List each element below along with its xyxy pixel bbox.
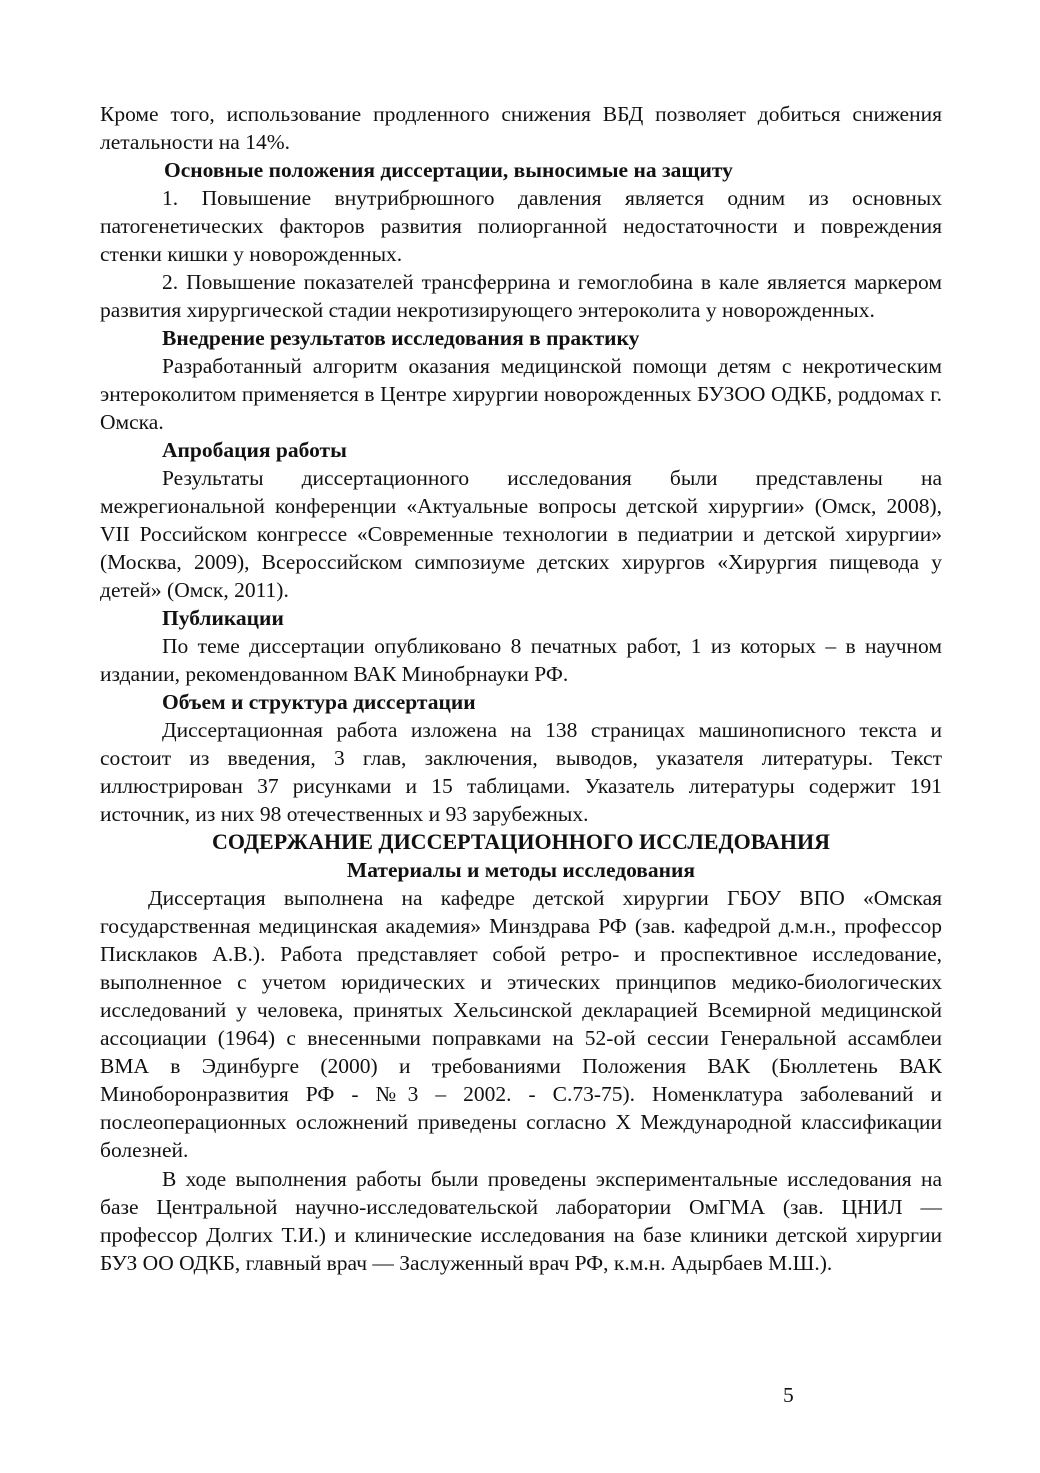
methods-paragraph-2: В ходе выполнения работы были проведены экспериментальные исследования на базе Центральной научно-исследовательской лаборатории ОмГМА (зав. ЦНИЛ — профессор Долгих Т.И.) и клинические исследования на базе клиники детской хирургии БУЗ ОО ОДКБ, главный врач — Заслуженный врач РФ, к.м.н. Адырбаев М.Ш.). bbox=[100, 1167, 942, 1275]
document-page bbox=[100, 100, 942, 1277]
publications-paragraph: По теме диссертации опубликовано 8 печатных работ, 1 из которых – в научном издании, рекомендованном ВАК Минобрнауки РФ. bbox=[100, 634, 942, 686]
intro-paragraph: Кроме того, использование продленного снижения ВБД позволяет добиться снижения летальности на 14%. bbox=[100, 102, 942, 154]
implementation-heading: Внедрение результатов исследования в практику bbox=[162, 326, 640, 350]
methods-paragraph-1: Диссертация выполнена на кафедре детской хирургии ГБОУ ВПО «Омская государственная медицинская академия» Минздрава РФ (зав. кафедрой д.м.н., профессор Писклаков А.В.). Работа представляет собой ретро- и проспективное исследование, выполненное с учетом юридических и этических принципов медико-биологических исследований у человека, принятых Хельсинской декларацией Всемирной медицинской ассоциации (1964) с внесенными поправками на 52-ой сессии Генеральной ассамблеи ВМА в Эдинбурге (2000) и требованиями Положения ВАК (Бюллетень ВАК Миноборонразвития РФ - №3 – 2002. - С.73-75). Номенклатура заболеваний и послеоперационных осложнений приведены согласно Х Международной классификации болезней. bbox=[100, 886, 942, 1162]
provisions-heading: Основные положения диссертации, выносимые на защиту bbox=[164, 158, 733, 182]
implementation-paragraph: Разработанный алгоритм оказания медицинской помощи детям с некротическим энтероколитом применяется в Центре хирургии новорожденных БУЗОО ОДКБ, роддомах г. Омска. bbox=[100, 354, 942, 434]
provision-2-paragraph: 2. Повышение показателей трансферрина и гемоглобина в кале является маркером развития хирургической стадии некротизирующего энтероколита у новорожденных. bbox=[100, 270, 942, 322]
structure-paragraph: Диссертационная работа изложена на 138 страницах машинописного текста и состоит из введения, 3 глав, заключения, выводов, указателя литературы. Текст иллюстрирован 37 рисунками и 15 таблицами. Указатель литературы содержит 191 источник, из них 98 отечественных и 93 зарубежных. bbox=[100, 718, 942, 826]
approbation-heading: Апробация работы bbox=[162, 438, 347, 462]
methods-heading: Материалы и методы исследования bbox=[346, 858, 696, 882]
provision-1-paragraph: 1. Повышение внутрибрюшного давления является одним из основных патогенетических факторов развития полиорганной недостаточности и повреждения стенки кишки у новорожденных. bbox=[100, 186, 942, 266]
publications-heading: Публикации bbox=[162, 606, 284, 630]
approbation-paragraph: Результаты диссертационного исследования были представлены на межрегиональной конференции «Актуальные вопросы детской хирургии» (Омск, 2008), VII Российском конгрессе «Современные технологии в педиатрии и детской хирургии» (Москва, 2009), Всероссийском симпозиуме детских хирургов «Хирургия пищевода у детей» (Омск, 2011). bbox=[100, 466, 942, 602]
page-number: 5 bbox=[783, 1383, 794, 1407]
content-heading: СОДЕРЖАНИЕ ДИССЕРТАЦИОННОГО ИССЛЕДОВАНИЯ bbox=[212, 829, 830, 854]
structure-heading: Объем и структура диссертации bbox=[162, 690, 476, 714]
